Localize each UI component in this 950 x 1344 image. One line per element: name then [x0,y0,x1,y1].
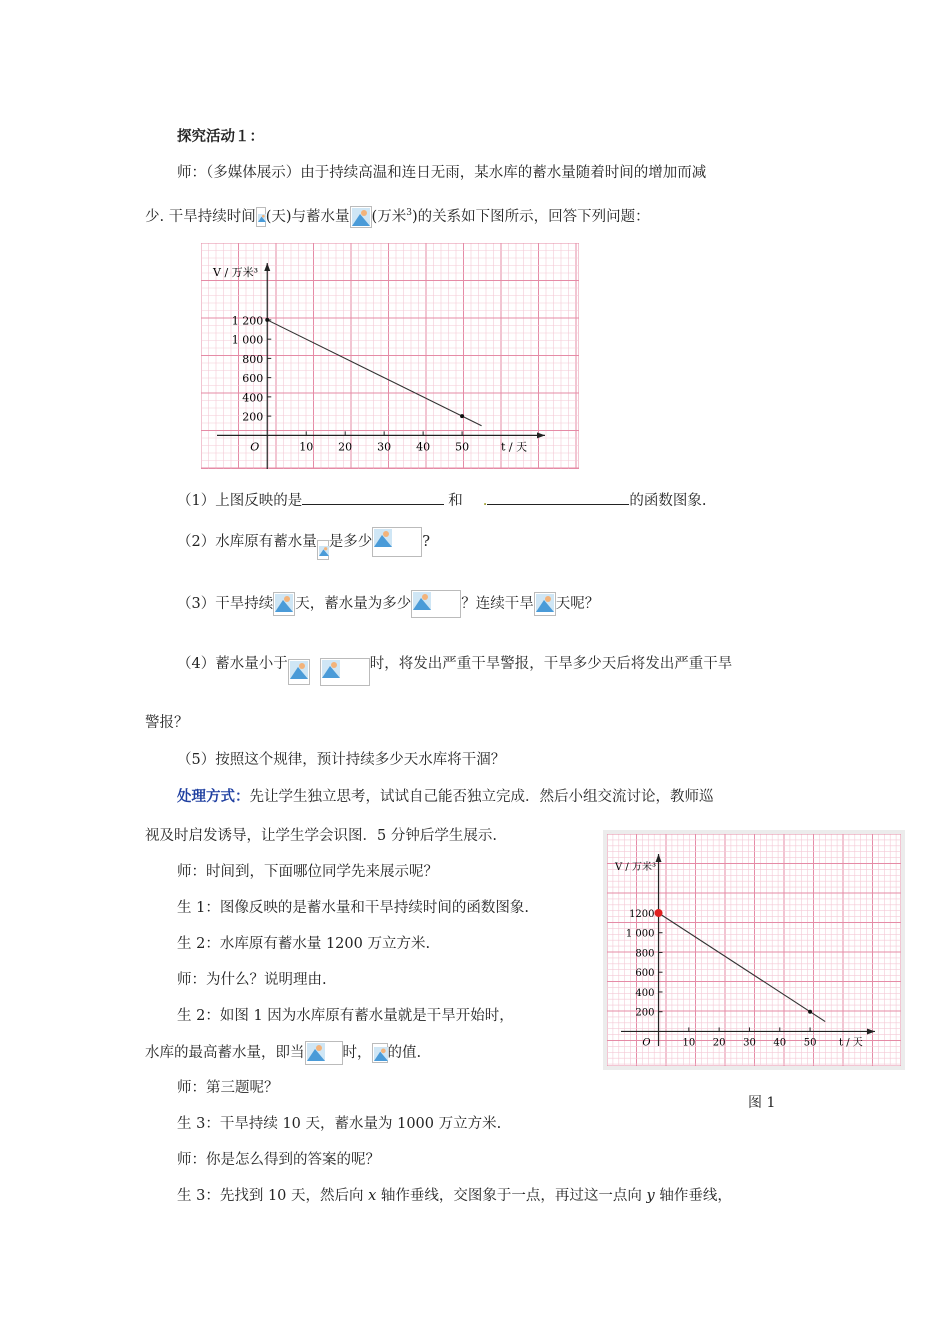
intro-sup: 3 [406,208,412,218]
q3-text-c: ？连续干旱 [461,596,534,612]
origin-label: O [250,440,260,454]
chart-figure-1 [607,834,901,1066]
y-axis-label: V / 万米³ [213,266,259,279]
q2-text-b: 是多少 [328,534,373,550]
question-4 [177,650,732,678]
y-tick-label: 600 [242,372,264,386]
y-axis-label: V / 万米³ [615,862,656,873]
q1-text-c: 的函数图象. [629,493,707,509]
intro-text-d: )的关系如下图所示，回答下列问题： [411,208,650,225]
x-tick-label: 20 [338,440,353,454]
y-tick-label: 600 [635,968,655,980]
dialogue-line [177,1186,732,1206]
image-placeholder-icon [534,592,556,616]
image-placeholder-icon [350,206,372,228]
dialogue-line: 生 1：图像反映的是蓄水量和干旱持续时间的函数图象. [177,900,529,916]
chart-water-volume [201,243,579,469]
q4-text-a: （4）蓄水量小于 [177,656,288,672]
q3-text-d: 天呢？ [555,596,600,612]
q1-dot: . [482,493,488,509]
x-tick-label: 40 [416,440,431,454]
y-tick-label: 1 000 [625,928,655,940]
method-line-2: 视及时启发诱导，让学生学会识图．5 分钟后学生展示. [145,828,497,844]
question-4-cont: 警报？ [145,715,189,731]
last-line-b: 轴作垂线，交图象于一点，再过这一点向 [376,1188,647,1204]
image-placeholder-icon [411,590,461,618]
dialogue-line: 师：时间到，下面哪位同学先来展示呢？ [177,864,438,880]
x-tick-label: 50 [803,1037,817,1049]
dialogue-wrap-c: 的值. [387,1045,422,1061]
dialogue-line: 师：第三题呢？ [177,1080,279,1096]
question-1 [177,490,706,511]
x-axis-label: t / 天 [501,440,528,454]
image-placeholder-icon [317,540,329,560]
x-tick-label: 10 [682,1037,696,1049]
origin-label: O [642,1037,651,1049]
image-placeholder-icon [288,659,310,685]
dialogue-line: 生 2：如图 1 因为水库原有蓄水量就是干旱开始时， [177,1008,514,1024]
last-line-y: y [646,1188,655,1204]
data-point [655,909,663,917]
dialogue-line: 生 3：干旱持续 10 天，蓄水量为 1000 万立方米. [177,1116,502,1132]
data-point [460,414,464,418]
y-tick-label: 200 [242,410,264,424]
image-placeholder-icon [305,1041,343,1065]
dialogue-line: 生 2：水库原有蓄水量 1200 万立方米. [177,936,431,952]
y-tick-label: 400 [635,987,655,999]
data-point [808,1010,812,1014]
last-line-c: 轴作垂线， [654,1188,732,1204]
q1-blank-2[interactable] [487,490,629,505]
q3-text-a: （3）干旱持续 [177,596,274,612]
q2-text-a: （2）水库原有蓄水量 [177,534,317,550]
image-placeholder-icon [372,1043,388,1063]
dialogue-wrap-line [145,1041,421,1065]
y-tick-label: 200 [635,1007,655,1019]
data-point [265,318,269,322]
x-tick-label: 50 [455,440,470,454]
intro-text-a: 少. 干旱持续时间 [145,208,256,225]
image-placeholder-icon [372,527,422,557]
x-axis-label: t / 天 [839,1037,863,1049]
section-heading: 探究活动１： [177,128,264,145]
y-tick-label: 1 200 [231,314,264,328]
q4-text-b: 时，将发出严重干旱警报，干旱多少天后将发出严重干旱 [369,656,733,672]
image-placeholder-icon [320,658,370,686]
intro-line-2 [145,203,650,228]
dialogue-wrap-b: 时， [342,1045,372,1061]
intro-text-b: (天)与蓄水量 [265,208,350,225]
x-tick-label: 40 [773,1037,787,1049]
q1-blank-1[interactable] [302,490,444,505]
x-tick-label: 20 [712,1037,726,1049]
q1-text-b: 和 [448,493,463,509]
image-placeholder-icon [273,592,295,616]
x-tick-label: 10 [299,440,314,454]
question-5: （5）按照这个规律，预计持续多少天水库将干涸？ [177,752,506,768]
intro-line-1: 师：（多媒体展示）由于持续高温和连日无雨，某水库的蓄水量随着时间的增加而减 [177,165,707,181]
question-2 [177,527,430,557]
method-line-1 [177,787,714,807]
q2-text-c: ? [422,534,431,550]
last-line-x: x [368,1188,377,1204]
dialogue-wrap-a: 水库的最高蓄水量，即当 [145,1045,305,1061]
method-label: 处理方式： [177,788,250,805]
y-tick-label: 1 000 [231,333,264,347]
x-tick-label: 30 [377,440,392,454]
y-tick-label: 800 [242,352,264,366]
y-tick-label: 1200 [629,908,655,920]
q3-text-b: 天，蓄水量为多少 [295,596,412,612]
x-tick-label: 30 [743,1037,756,1049]
y-tick-label: 400 [242,391,264,405]
y-tick-label: 800 [635,948,655,960]
figure-caption: 图 1 [748,1095,776,1111]
intro-text-c: (万米 [371,208,407,225]
dialogue-line: 师：为什么？说明理由. [177,972,327,988]
q1-text-a: （1）上图反映的是 [177,493,303,509]
question-3 [177,590,599,618]
method-text-1: 先让学生独立思考，试试自己能否独立完成．然后小组交流讨论，教师巡 [249,789,714,805]
image-placeholder-icon [256,207,266,227]
last-line-a: 生 3：先找到 10 天，然后向 [177,1188,369,1204]
dialogue-line: 师：你是怎么得到的答案的呢？ [177,1152,380,1168]
